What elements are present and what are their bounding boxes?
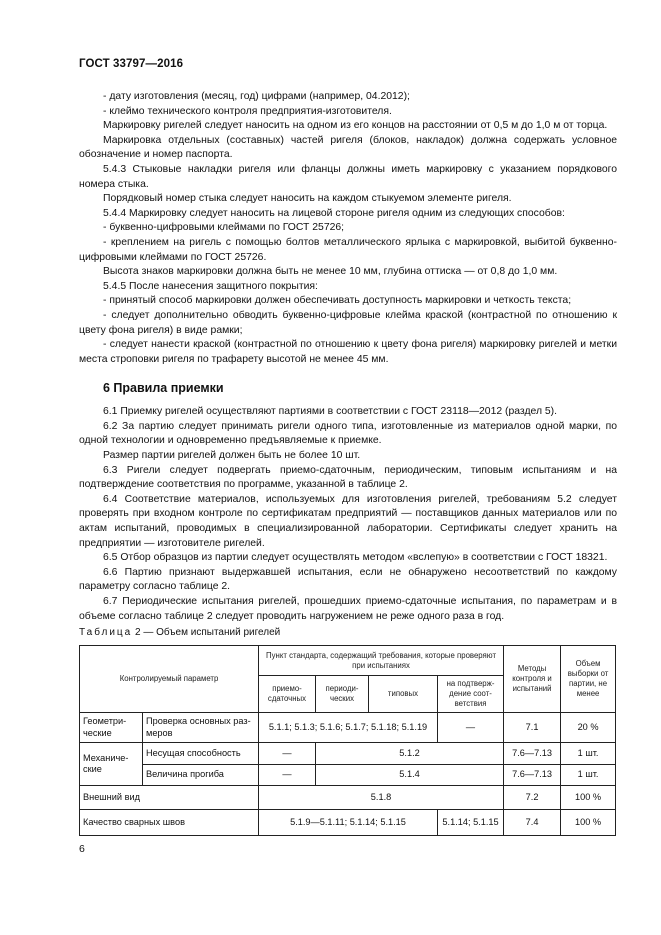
group-geometric: Геометри-ческие bbox=[80, 713, 143, 743]
paragraph: Маркировка отдельных (составных) частей ригеля (блоков, накладок) должна содержать условное обозначение и номер паспорта. bbox=[79, 134, 617, 161]
header-acceptance: приемо-сдаточных bbox=[259, 676, 316, 713]
document-header: ГОСТ 33797—2016 bbox=[79, 58, 184, 70]
header-clause: Пункт стандарта, содержащий требования, которые проверяют при испытаниях bbox=[259, 646, 504, 676]
header-methods: Методы контроля и испытаний bbox=[504, 646, 561, 713]
paragraph: 6.1 Приемку ригелей осуществляют партиями в соответствии с ГОСТ 23118—2012 (раздел 5). bbox=[103, 406, 558, 418]
method-cell: 7.6—7.13 bbox=[504, 765, 561, 786]
table-row bbox=[80, 765, 616, 786]
paragraph: - принятый способ маркировки должен обеспечивать доступность маркировки и четкость текста; bbox=[103, 295, 572, 307]
paragraph: - следует нанести краской (контрастной по отношению к цвету фона ригеля) маркировку ригелей и метки места строповки ригеля по трафарету высотой не менее 45 мм. bbox=[79, 339, 617, 365]
paragraph: 5.4.5 После нанесения защитного покрытия: bbox=[103, 280, 318, 292]
table-caption-title: 2 — Объем испытаний ригелей bbox=[135, 627, 281, 638]
acceptance-cell: — bbox=[259, 743, 316, 765]
param-name: Внешний вид bbox=[80, 786, 259, 810]
tests-table bbox=[79, 645, 616, 836]
paragraph: - дату изготовления (месяц, год) цифрами (например, 04.2012); bbox=[103, 91, 410, 102]
header-sample: Объем выборки от партии, не менее bbox=[561, 646, 616, 713]
paragraph: 6.7 Периодические испытания ригелей, прошедших приемо-сдаточные испытания, по параметрам и в объеме согласно таблице 2 следует проводить нагружением не реже одного раза в год. bbox=[79, 596, 617, 622]
clause-cell: 5.1.2 bbox=[316, 743, 504, 765]
method-cell: 7.6—7.13 bbox=[504, 743, 561, 765]
sample-cell: 100 % bbox=[561, 810, 616, 836]
paragraph: 6.2 За партию следует принимать ригели одного типа, изготовленные из материалов одной марки, по одной технологии и одновременно предъявляемые к приемке. bbox=[79, 420, 617, 447]
paragraph: Порядковый номер стыка следует наносить на каждом стыкуемом элементе ригеля. bbox=[103, 193, 512, 205]
paragraph: - буквенно-цифровыми клеймами по ГОСТ 25726; bbox=[103, 222, 345, 234]
paragraph: Размер партии ригелей должен быть не более 10 шт. bbox=[103, 450, 361, 462]
table-row bbox=[80, 786, 616, 810]
paragraph: 6.6 Партию признают выдержавшей испытания, если не обнаружено несоответствий по каждому параметру согласно таблице 2. bbox=[79, 566, 617, 593]
group-mechanical: Механиче-ские bbox=[80, 743, 143, 786]
method-cell: 7.2 bbox=[504, 786, 561, 810]
paragraph: 6.3 Ригели следует подвергать приемо-сдаточным, периодическим, типовым испытаниям и на подтверждение соответствия по программе, указанной в таблице 2. bbox=[79, 464, 617, 491]
sample-cell: 1 шт. bbox=[561, 743, 616, 765]
table-header-row bbox=[80, 646, 616, 676]
confirm-cell: — bbox=[438, 713, 504, 743]
paragraph: - клеймо технического контроля предприятия-изготовителя. bbox=[103, 105, 392, 117]
sample-cell: 100 % bbox=[561, 786, 616, 810]
paragraph: Высота знаков маркировки должна быть не менее 10 мм, глубина оттиска — от 0,8 до 1,0 мм. bbox=[103, 266, 558, 278]
table-row bbox=[80, 713, 616, 743]
section-title: 6 Правила приемки bbox=[103, 381, 224, 396]
param-name: Несущая способность bbox=[143, 743, 259, 765]
header-type: типовых bbox=[369, 676, 438, 713]
sample-cell: 20 % bbox=[561, 713, 616, 743]
param-name: Величина прогиба bbox=[143, 765, 259, 786]
clause-cell: 5.1.9—5.1.11; 5.1.14; 5.1.15 bbox=[259, 810, 438, 836]
header-confirmation: на подтверж-дение соот-ветствия bbox=[438, 676, 504, 713]
clause-cell: 5.1.4 bbox=[316, 765, 504, 786]
method-cell: 7.1 bbox=[504, 713, 561, 743]
table-row bbox=[80, 743, 616, 765]
table-row bbox=[80, 810, 616, 836]
confirm-cell: 5.1.14; 5.1.15 bbox=[438, 810, 504, 836]
param-name: Качество сварных швов bbox=[80, 810, 259, 836]
paragraph: 6.4 Соответствие материалов, используемых для изготовления ригелей, требованиям 5.2 следует проверять при входном контроле по сертификатам предприятий — поставщиков данных материалов или по актам испытаний, проводимых в специализированной лаборатории. Сертификаты следует хранить на предприятии — изготовителе ригелей. bbox=[79, 493, 617, 549]
acceptance-paragraphs bbox=[79, 405, 617, 624]
param-name: Проверка основных раз-меров bbox=[143, 713, 259, 743]
page-number: 6 bbox=[79, 843, 85, 855]
table-caption-word: Таблица bbox=[79, 627, 133, 638]
paragraph: 6.5 Отбор образцов из партии следует осуществлять методом «вслепую» в соответствии с ГОСТ 18321. bbox=[103, 552, 608, 564]
paragraph: - креплением на ригель с помощью болтов металлического ярлыка с маркировкой, выбитой буквенно-цифровыми клеймами по ГОСТ 25726. bbox=[79, 236, 617, 263]
clause-cell: 5.1.1; 5.1.3; 5.1.6; 5.1.7; 5.1.18; 5.1.19 bbox=[259, 713, 438, 743]
body-text bbox=[79, 90, 617, 624]
clause-cell: 5.1.8 bbox=[259, 786, 504, 810]
table-caption bbox=[79, 627, 280, 638]
marking-paragraphs bbox=[79, 90, 617, 367]
paragraph: Маркировку ригелей следует наносить на одном из его концов на расстоянии от 0,5 м до 1,0 м от торца. bbox=[103, 120, 608, 132]
header-parameter: Контролируемый параметр bbox=[80, 646, 259, 713]
paragraph: 5.4.4 Маркировку следует наносить на лицевой стороне ригеля одним из следующих способов: bbox=[103, 207, 565, 219]
paragraph: - следует дополнительно обводить буквенно-цифровые клейма краской (контрастной по отношению к цвету фона ригеля) в виде рамки; bbox=[79, 309, 617, 336]
acceptance-cell: — bbox=[259, 765, 316, 786]
method-cell: 7.4 bbox=[504, 810, 561, 836]
header-periodic: периоди-ческих bbox=[316, 676, 369, 713]
paragraph: 5.4.3 Стыковые накладки ригеля или фланцы должны иметь маркировку с указанием порядкового номера стыка. bbox=[79, 163, 617, 190]
sample-cell: 1 шт. bbox=[561, 765, 616, 786]
